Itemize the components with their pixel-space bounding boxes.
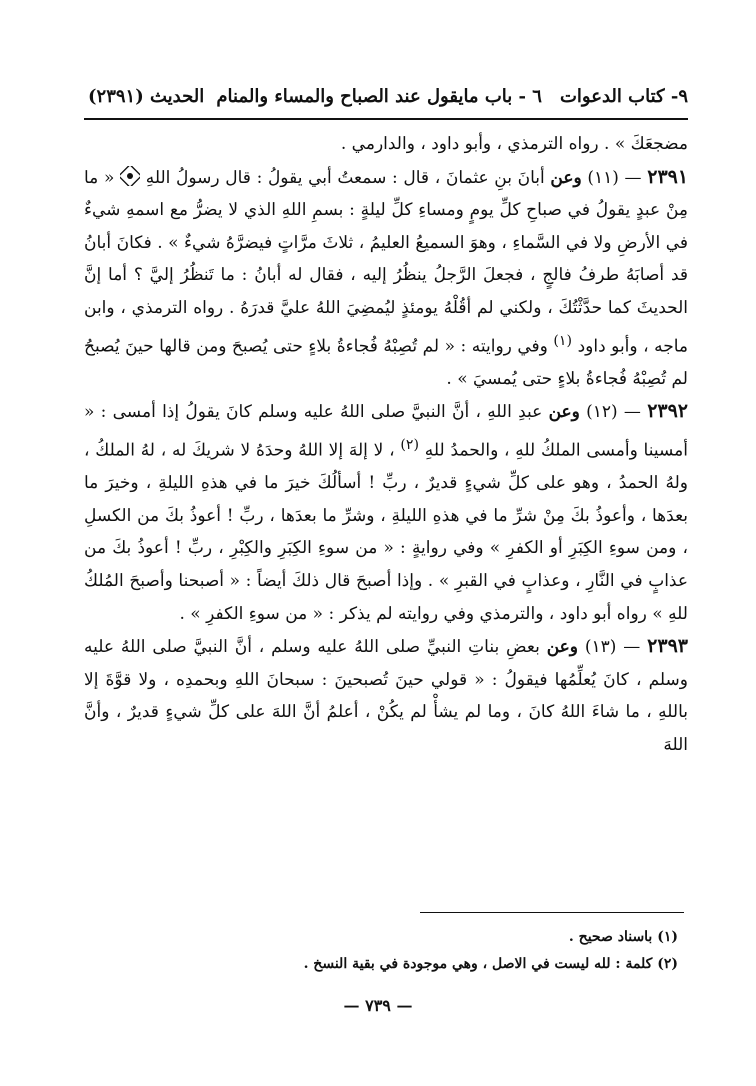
hadith-subnumber: — (١١) bbox=[587, 167, 642, 188]
footnote-marker: (١) bbox=[553, 332, 573, 349]
page-number: — ٧٣٩ — bbox=[343, 996, 413, 1015]
hadith-text: أبانَ بنِ عثمانَ ، قال : سمعتُ أبي يقولُ : قال رسولُ اللهِ bbox=[145, 167, 545, 188]
hadith-2392 bbox=[84, 395, 688, 630]
book-title: ٩- كتاب الدعوات bbox=[559, 85, 688, 107]
footnote-2: (٢) كلمة : لله ليست في الاصل ، وهي موجودة في بقية النسخ . bbox=[303, 956, 678, 972]
intro-line: مضجعَكَ » . رواه الترمذي ، وأبو داود ، والدارمي . bbox=[340, 134, 688, 154]
header-divider bbox=[84, 118, 688, 120]
footnotes bbox=[84, 924, 678, 978]
running-header bbox=[88, 78, 688, 114]
hadith-text: ، لا إلهَ إلا اللهُ وحدَهُ لا شريكَ له ، لهُ الملكُ ، ولهُ الحمدُ ، وهو على كلِّ شيءٍ قديرٌ ، ربِّ ! أسألُكَ خيرَ ما في هذهِ الليلةِ ، وخيرَ ما بعدَها ، وأعوذُ بكَ مِنْ شرِّ ما في هذهِ الليلةِ ، وشرِّ ما بعدَها ، ربِّ ! أعوذُ بكَ من الكسلِ ، ومن سوءِ الكِبَرِ أو الكفرِ » وفي روايةٍ : « من سوءِ الكِبَرِ والكِبْرِ ، ربِّ ! أعوذُ بكَ من عذابٍ في النَّارِ ، وعذابٍ في القبرِ » . وإذا أصبحَ قال ذلكَ أيضاً : « أصبحنا وأصبحَ المُلكُ للهِ » رواه أبو داود ، والترمذي وفي روايته لم يذكر : « من سوءِ الكفرِ » . bbox=[84, 440, 688, 624]
hadith-number: ٢٣٩٣ bbox=[647, 635, 688, 658]
footnote-marker: (٢) bbox=[400, 437, 419, 453]
footnote-divider bbox=[420, 912, 684, 913]
hadith-number: ٢٣٩٢ bbox=[647, 400, 689, 423]
salutation-glyph-icon bbox=[120, 166, 140, 186]
hadith-text: « ما مِنْ عبدٍ يقولُ في صباحِ كلِّ يومٍ ومساءِ كلِّ ليلةٍ : بسمِ اللهِ الذي لا يضرُّ مع اسمهِ شيءٌ في الأرضِ ولا في السَّماءِ ، وهوَ السميعُ العليمُ ، ثلاثَ مرَّاتٍ فيضرَّهُ شيءٌ » . فكانَ أبانُ قد أصابَهُ طرفُ فالجٍ ، فجعلَ الرَّجلُ ينظُرُ إليه ، فقال له أبانُ : ما تَنظُرُ إليَّ ؟ أما إنَّ الحديثَ كما حدَّثْتُكَ ، ولكني لم أقُلْهُ يومئذٍ ليُمضِيَ اللهُ عليَّ قدرَهُ . رواه الترمذي ، وابن ماجه ، وأبو داود bbox=[84, 167, 689, 357]
hadith-2393 bbox=[84, 630, 688, 761]
main-text bbox=[84, 128, 688, 762]
hadith-subnumber: — (١٢) bbox=[586, 402, 641, 423]
hadith-number: ٢٣٩١ bbox=[647, 165, 689, 188]
hadith-lead: وعن bbox=[546, 637, 578, 658]
hadith-subnumber: — (١٣) bbox=[584, 637, 641, 658]
hadith-lead: وعن bbox=[550, 167, 582, 188]
hadith-text: بعضِ بناتِ النبيِّ صلى اللهُ عليه وسلم ، أنَّ النبيَّ صلى اللهُ عليه وسلم ، كانَ يُعلِّمُها فيقولُ : « قولي حينَ تُصبحينَ : سبحانَ اللهِ وبحمدِه ، ولا قوَّةَ إلا باللهِ ، ما شاءَ اللهُ كانَ ، وما لم يشأْ لم يكُنْ ، أعلمُ أنَّ اللهَ على كلِّ شيءٍ قديرٌ ، وأنَّ اللهَ bbox=[84, 637, 688, 755]
hadith-reference: الحديث (٢٣٩١) bbox=[88, 85, 205, 107]
header-titles bbox=[216, 86, 688, 107]
hadith-lead: وعن bbox=[548, 402, 580, 423]
chapter-title: ٦ - باب مايقول عند الصباح والمساء والمنام bbox=[216, 85, 542, 107]
hadith-2391 bbox=[84, 161, 688, 396]
hadith-text: عبدِ اللهِ ، أنَّ النبيَّ صلى اللهُ عليه وسلم كانَ يقولُ إذا أمسى : « أمسينا وأمسى الملكُ للهِ ، والحمدُ للهِ bbox=[84, 402, 688, 461]
footnote-1: (١) باسناد صحيح . bbox=[568, 929, 678, 945]
hadith-text: وفي روايته : « لم تُصِبْهُ فُجاءةُ بلاءٍ حتى يُصبحَ ومن قالها حينَ يُصبحُ لم تُصِبْهُ فُجاءةُ بلاءٍ حتى يُمسيَ » . bbox=[84, 336, 688, 389]
